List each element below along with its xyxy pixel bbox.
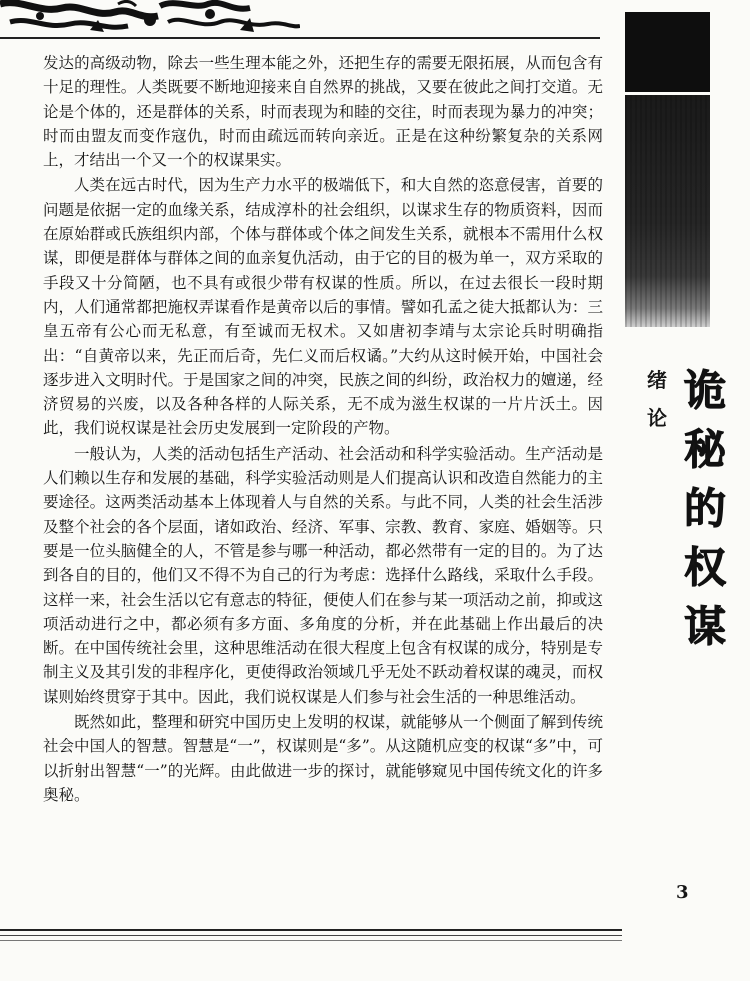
dragon-ornament-icon bbox=[0, 0, 300, 36]
chapter-tab-strip bbox=[625, 95, 710, 327]
side-title-char: 权 bbox=[683, 543, 726, 592]
side-section-char: 绪 bbox=[647, 368, 667, 392]
body-text bbox=[43, 51, 603, 807]
paragraph-2: 人类在远古时代，因为生产力水平的极端低下，和大自然的恣意侵害，首要的问题是依据一定的血缘关系，结成淳朴的社会组织，以谋求生存的物质资料，因而在原始群或氏族组织内部，个体与群体或个体之间发生关系，就根本不需用什么权谋，即便是群体与群体之间的血亲复仇活动，由于它的目的极为单一，双方采取的手段又十分简陋，也不具有或很少带有权谋的性质。所以，在过去很长一段时期内，人们通常都把施权弄谋看作是黄帝以后的事情。譬如孔孟之徒大抵都认为：三皇五帝有公心而无私意，有至诚而无权术。又如唐初李靖与太宗论兵时明确指出：“自黄帝以来，先正而后奇，先仁义而后权谲。”大约从这时候开始，中国社会逐步进入文明时代。于是国家之间的冲突，民族之间的纠纷，政治权力的嬗递，经济贸易的兴废，以及各种各样的人际关系，无不成为滋生权谋的一片片沃土。因此，我们说权谋是社会历史发展到一定阶段的产物。 bbox=[43, 176, 603, 438]
side-title-char: 诡 bbox=[683, 366, 726, 415]
paragraph-3: 一般认为，人类的活动包括生产活动、社会活动和科学实验活动。生产活动是人们赖以生存和发展的基础，科学实验活动则是人们提高认识和改造自然能力的主要途径。这两类活动基本上体现着人与自然的关系。与此不同，人类的社会生活涉及整个社会的各个层面，诸如政治、经济、军事、宗教、教育、家庭、婚姻等。只要是一位头脑健全的人，不管是参与哪一种活动，都必然带有一定的目的。为了达到各自的目的，他们又不得不为自己的行为考虑：选择什么路线，采取什么手段。这样一来，社会生活以它有意志的特征，便使人们在参与某一项活动之前，抑或这项活动进行之中，都必须有多方面、多角度的分析，并在此基础上作出最后的决断。在中国传统社会里，这种思维活动在很大程度上包含有权谋的成分，特别是专制主义及其引发的非程序化，更使得政治领域几乎无处不跃动着权谋的魂灵，而权谋则始终贯穿于其中。因此，我们说权谋是人们参与社会生活的一种思维活动。 bbox=[43, 444, 603, 706]
footer-rule bbox=[0, 940, 622, 941]
side-book-title bbox=[669, 366, 741, 665]
side-section-char: 论 bbox=[647, 406, 667, 430]
paragraph-4: 既然如此，整理和研究中国历史上发明的权谋，就能够从一个侧面了解到传统社会中国人的智慧。智慧是“一”，权谋则是“多”。从这随机应变的权谋“多”中，可以折射出智慧“一”的光辉。由此做进一步的探讨，就能够窥见中国传统文化的许多奥秘。 bbox=[43, 713, 603, 804]
side-title-char: 谋 bbox=[683, 602, 726, 651]
footer-rule bbox=[0, 935, 622, 936]
side-title-char: 秘 bbox=[683, 425, 726, 474]
chapter-tab-block bbox=[625, 12, 710, 92]
header-rule bbox=[0, 37, 600, 39]
side-title-char: 的 bbox=[683, 484, 726, 533]
footer-rule bbox=[0, 929, 622, 931]
page-number: 3 bbox=[676, 882, 689, 903]
paragraph-1: 发达的高级动物，除去一些生理本能之外，还把生存的需要无限拓展，从而包含有十足的理性。人类既要不断地迎接来自自然界的挑战，又要在彼此之间打交道。无论是个体的，还是群体的关系，时而表现为和睦的交往，时而表现为暴力的冲突；时而由盟友而变作寇仇，时而由疏远而转向亲近。正是在这种纷繁复杂的关系网上，才结出一个又一个的权谋果实。 bbox=[43, 54, 603, 170]
